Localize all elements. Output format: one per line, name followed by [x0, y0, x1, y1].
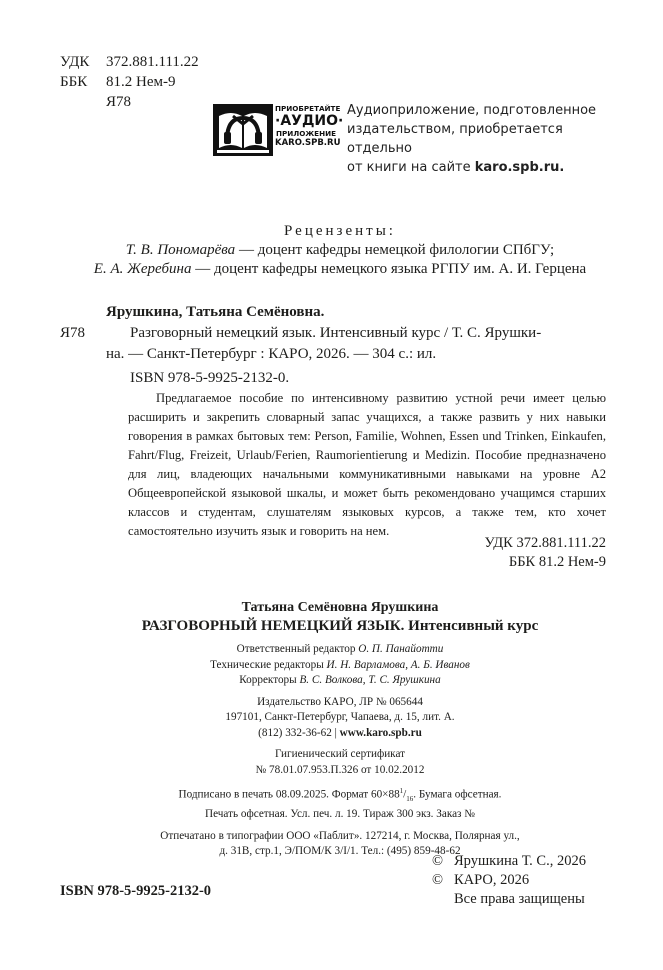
- copyright-block: [432, 852, 586, 909]
- printed-line1: Отпечатано в типографии ООО «Паблит». 127214, г. Москва, Полярная ул.,: [160, 829, 520, 842]
- printed-line2: д. 31В, стр.1, Э/ПОМ/К 3/I/1. Тел.: (495) 859-48-62: [219, 845, 461, 858]
- imprint-website-link[interactable]: www.karo.spb.ru: [339, 726, 422, 739]
- format-sub: 16: [406, 794, 414, 803]
- copyright-line3: [432, 890, 586, 909]
- signed-line: Подписано в печать 08.09.2025. Формат $60\times 88^1/_{16}$. Бумага офсетная.: [178, 787, 502, 803]
- bibliographic-record: [60, 302, 620, 389]
- print-line: Печать офсетная. Усл. печ. л. 19. Тираж 300 экз. Заказ №: [205, 808, 475, 821]
- isbn-bottom: ISBN 978-5-9925-2132-0: [60, 883, 212, 899]
- promo-line3: [347, 158, 607, 177]
- imprint-phone: (812) 332-36-62: [258, 726, 332, 739]
- copyright-line1: [432, 852, 586, 871]
- bbk-value: 81.2 Нем-9: [106, 74, 176, 90]
- promo-line2: издательством, приобретается отдельно: [347, 122, 563, 156]
- reviewers-block: [60, 222, 620, 279]
- logo-line1: ПРИОБРЕТАЙТЕ: [275, 104, 341, 113]
- reviewer-name: Е. А. Жеребина: [93, 261, 192, 277]
- copyright-icon: ©: [432, 872, 444, 888]
- imprint-address: 197101, Санкт-Петербург, Чапаева, д. 15, лит. А.: [225, 711, 455, 723]
- annotation: [128, 389, 606, 541]
- bib-line1: Разговорный немецкий язык. Интенсивный курс / Т. С. Ярушки-: [130, 325, 542, 341]
- imprint-proofreaders: [60, 673, 620, 689]
- imprint-author: Татьяна Семёновна Ярушкина: [241, 600, 439, 615]
- proof-names: В. С. Волкова, Т. С. Ярушкина: [299, 674, 441, 686]
- classification-right: [484, 534, 606, 572]
- audio-app-logo: [213, 104, 344, 156]
- cert-label: Гигиенический сертификат: [274, 748, 406, 760]
- imprint-title: РАЗГОВОРНЫЙ НЕМЕЦКИЙ ЯЗЫК. Интенсивный курс: [141, 618, 539, 634]
- classification-block: [60, 52, 199, 112]
- tech-label: Технические редакторы: [210, 658, 327, 671]
- udk-value: 372.881.111.22: [106, 54, 199, 70]
- promo-line1: Аудиоприложение, подготовленное: [347, 103, 597, 118]
- logo-line2: ·АУДИО·: [275, 112, 344, 129]
- audio-promo-text: [347, 101, 607, 177]
- udk-row: [60, 52, 199, 72]
- copyright-icon: ©: [432, 853, 444, 869]
- reviewer-item: [60, 260, 620, 279]
- copyright-author: Ярушкина Т. С., 2026: [454, 853, 586, 869]
- separator: |: [331, 726, 340, 739]
- editor-name: О. П. Панайотти: [358, 643, 444, 655]
- reviewer-role: — доцент кафедры немецкого языка РГПУ им. А. И. Герцена: [191, 261, 587, 277]
- copyright-publisher: КАРО, 2026: [454, 872, 530, 888]
- bib-line2: на. — Санкт-Петербург : КАРО, 2026. — 304 с.: ил.: [106, 346, 437, 362]
- logo-line4: KARO.SPB.RU: [275, 138, 341, 149]
- format-sup: 1: [399, 787, 404, 795]
- copyright-line2: [432, 871, 586, 890]
- reviewer-role: — доцент кафедры немецкой филологии СПбГУ;: [235, 242, 555, 258]
- promo-line3-prefix: от книги на сайте: [347, 160, 475, 175]
- rights-reserved: Все права защищены: [454, 891, 585, 907]
- reviewers-heading: Рецензенты:: [284, 223, 396, 239]
- proof-label: Корректоры: [239, 674, 300, 686]
- editor-label: Ответственный редактор: [236, 643, 359, 655]
- bib-sign: Я78: [60, 325, 86, 341]
- signed-prefix: Подписано в печать 08.09.2025. Формат 60×88: [178, 788, 400, 801]
- imprint-tech-editors: [60, 658, 620, 674]
- reviewer-name: Т. В. Пономарёва: [125, 242, 236, 258]
- tech-names: И. Н. Варламова, А. Б. Иванов: [326, 658, 470, 671]
- bbk-label: ББК: [60, 74, 88, 90]
- author-sign: Я78: [106, 94, 132, 110]
- udk-right: УДК 372.881.111.22: [484, 535, 606, 551]
- cert-value: № 78.01.07.953.П.326 от 10.02.2012: [255, 763, 425, 776]
- logo-line3: ПРИЛОЖЕНИЕ: [275, 128, 337, 138]
- bib-author-heading: Ярушкина, Татьяна Семёновна.: [106, 304, 325, 320]
- imprint-block: [60, 599, 620, 860]
- annotation-text: Предлагаемое пособие по интенсивному развитию устной речи имеет целью расширить и закрепить словарный запас учащихся, а также развить у них навыки говорения в рамках бытовых тем: Person, Familie, Wohnen, Essen und Trinken, Einkaufen, Fahrt/Flug, Freizeit, Urlaub/Ferien, Raumorientierung и Medizin. Пособие предназначено для лиц, владеющих начальными коммуникативными навыками на уровне А2 Общеевропейской языковой шкалы, и может быть рекомендовано учащимся старших классов и студентам, слушателям языковых курсов, а также тем, кто хочет самостоятельно изучить язык и говорить на нем.: [128, 391, 606, 538]
- imprint-publisher: Издательство КАРО, ЛР № 065644: [257, 695, 423, 708]
- reviewer-item: [60, 241, 620, 260]
- udk-label: УДК: [60, 54, 90, 70]
- bbk-row: [60, 72, 199, 92]
- bib-isbn: ISBN 978-5-9925-2132-0.: [130, 370, 290, 386]
- imprint-contacts: [60, 726, 620, 742]
- logo-text: [275, 104, 344, 149]
- imprint-editor: [60, 642, 620, 658]
- signed-suffix: . Бумага офсетная.: [413, 788, 502, 801]
- bbk-right: ББК 81.2 Нем-9: [508, 554, 606, 570]
- bib-line1-row: [60, 323, 620, 344]
- promo-site-link[interactable]: karo.spb.ru.: [474, 160, 565, 175]
- author-sign-row: [60, 92, 199, 112]
- book-headphones-icon: [213, 104, 273, 156]
